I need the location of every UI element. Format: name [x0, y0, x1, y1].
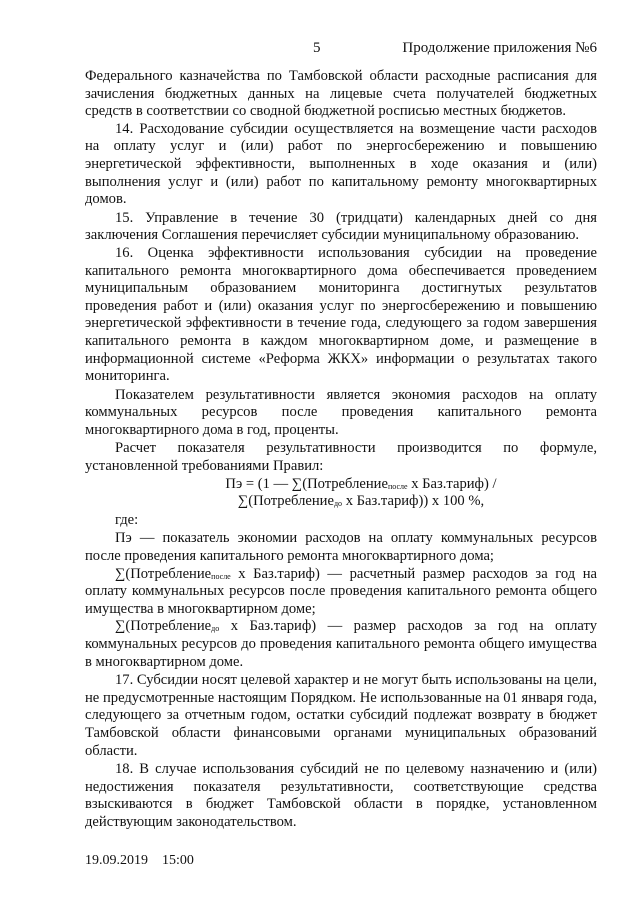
paragraph-18: 18. В случае использования субсидий не по целевому назначению и (или) недостижения показателя результативности, соответствующие средства взыскиваются в бюджет Тамбовской области в порядке, установленном действующим законодательством.	[85, 761, 597, 830]
formula-line-2-start: ∑(Потребление	[237, 493, 334, 510]
paragraph-14: 14. Расходование субсидии осуществляется на возмещение части расходов на оплату услуг и (или) работ по энергосбережению и повышению энергетической эффективности, выполненных в ходе оказания и (или) выполнения услуг и (или) работ по капитальному ремонту многоквартирных домов.	[85, 120, 597, 208]
formula-line-2-subscript: до	[333, 499, 343, 509]
formula-line-1-subscript: после	[387, 481, 408, 491]
page-number: 5	[313, 40, 321, 56]
where-label: где:	[115, 511, 139, 528]
definition-consumption-after	[85, 566, 597, 619]
definition-after-start: ∑(Потребление	[115, 565, 212, 582]
formula-line-2-end: х Баз.тариф)) х 100 %,	[342, 493, 485, 510]
paragraph-calculation: Расчет показателя результативности производится по формуле, установленной требованиями Правил:	[85, 440, 597, 475]
footer-date: 19.09.2019	[85, 853, 148, 868]
definition-after-end: х Баз.тариф) — расчетный размер расходов за год на оплату коммунальных ресурсов после проведения капитального ремонта общего имущества в многоквартирном доме;	[85, 565, 597, 617]
formula-line-1	[85, 476, 597, 494]
formula-line-2	[85, 493, 597, 511]
paragraph-continuation: Федерального казначейства по Тамбовской области расходные расписания для зачисления бюджетных данных на лицевые счета получателей бюджетных средств в соответствии со сводной бюджетной росписью местных бюджетов.	[85, 68, 597, 120]
paragraph-17: 17. Субсидии носят целевой характер и не могут быть использованы на цели, не предусмотренные настоящим Порядком. Не использованные на 01 января года, следующего за отчетным годом, остатки субсидий подлежат возврату в бюджет Тамбовской области финансовыми органами муниципальных образований области.	[85, 672, 597, 759]
document-body	[85, 68, 597, 832]
definition-after-subscript: после	[211, 571, 231, 581]
definition-before-start: ∑(Потребление	[115, 618, 212, 635]
definition-before-end: х Баз.тариф) — размер расходов за год на оплату коммунальных ресурсов до проведения капитального ремонта общего имущества в многоквартирном доме.	[85, 618, 597, 670]
definition-consumption-before	[85, 618, 597, 671]
formula-line-1-end: х Баз.тариф) /	[407, 475, 497, 492]
paragraph-15: 15. Управление в течение 30 (тридцати) календарных дней со дня заключения Соглашения перечисляет субсидии муниципальному образованию.	[85, 209, 597, 244]
definition-before-subscript: до	[211, 624, 220, 634]
paragraph-indicator: Показателем результативности является экономия расходов на оплату коммунальных ресурсов после проведения капитального ремонта многоквартирного дома в год, проценты.	[85, 386, 597, 438]
header-note: Продолжение приложения №6	[402, 40, 597, 56]
definition-pe: Пэ — показатель экономии расходов на оплату коммунальных ресурсов после проведения капитального ремонта многоквартирного дома;	[85, 530, 597, 565]
footer-timestamp	[85, 853, 194, 869]
footer-time: 15:00	[162, 853, 194, 868]
formula-line-1-start: Пэ = (1 — ∑(Потребление	[225, 475, 388, 492]
paragraph-16: 16. Оценка эффективности использования субсидии на проведение капитального ремонта многоквартирного дома обеспечивается проведением муниципальным образованием мониторинга достигнутых результатов проведения работ и (или) оказания услуг по энергосбережению и повышению энергетической эффективности в течение года, следующего за годом завершения капитального ремонта в каждом многоквартирном доме, и размещение в информационной системе «Реформа ЖКХ» информации о результатах такого мониторинга.	[85, 244, 597, 385]
